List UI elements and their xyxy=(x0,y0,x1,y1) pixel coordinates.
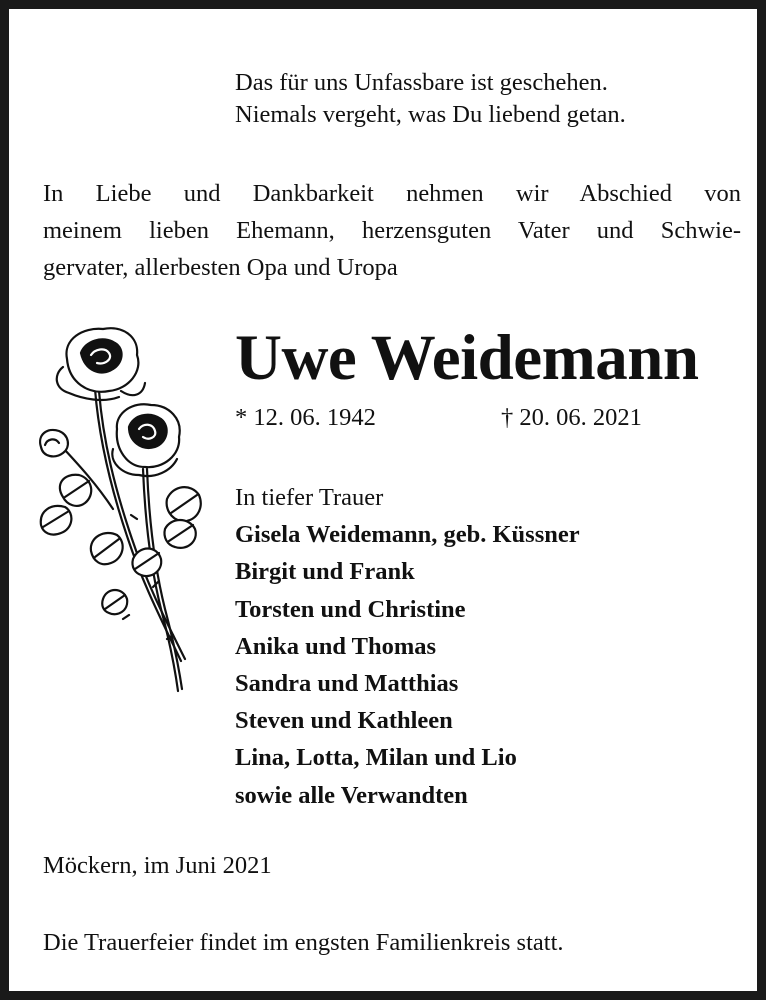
intro-line-3: gervater, allerbesten Opa und Uropa xyxy=(43,254,398,281)
mourner-name: Torsten und Christine xyxy=(235,595,466,623)
mourner-name: Gisela Weidemann, geb. Küssner xyxy=(235,521,580,549)
mourner-name: Lina, Lotta, Milan und Lio xyxy=(235,744,517,772)
funeral-note: Die Trauerfeier findet im engsten Familienkreis statt. xyxy=(43,929,564,956)
mourner-name: Birgit und Frank xyxy=(235,558,415,586)
birth-date: * 12. 06. 1942 xyxy=(235,404,376,431)
motto-line-1: Das für uns Unfassbare ist geschehen. xyxy=(235,69,608,96)
mourner-name: Anika und Thomas xyxy=(235,632,437,660)
mourner-name: Sandra und Matthias xyxy=(235,670,459,698)
death-date: † 20. 06. 2021 xyxy=(501,404,642,431)
mourner-name: Steven und Kathleen xyxy=(235,707,453,735)
intro-line-1: In Liebe und Dankbarkeit nehmen wir Abschied von xyxy=(43,180,741,207)
intro-paragraph xyxy=(43,175,741,286)
mourners-lead: In tiefer Trauer xyxy=(235,484,384,511)
deceased-name: Uwe Weidemann xyxy=(235,322,699,394)
intro-line-2: meinem lieben Ehemann, herzensguten Vater und Schwie- xyxy=(43,217,741,244)
mourners-list xyxy=(235,479,580,814)
motto-line-2: Niemals vergeht, was Du liebend getan. xyxy=(235,101,626,128)
life-dates xyxy=(235,402,642,434)
roses-illustration-icon xyxy=(33,319,213,699)
motto-quote xyxy=(235,67,626,131)
mourner-name: sowie alle Verwandten xyxy=(235,781,468,809)
place-and-date: Möckern, im Juni 2021 xyxy=(43,852,272,879)
